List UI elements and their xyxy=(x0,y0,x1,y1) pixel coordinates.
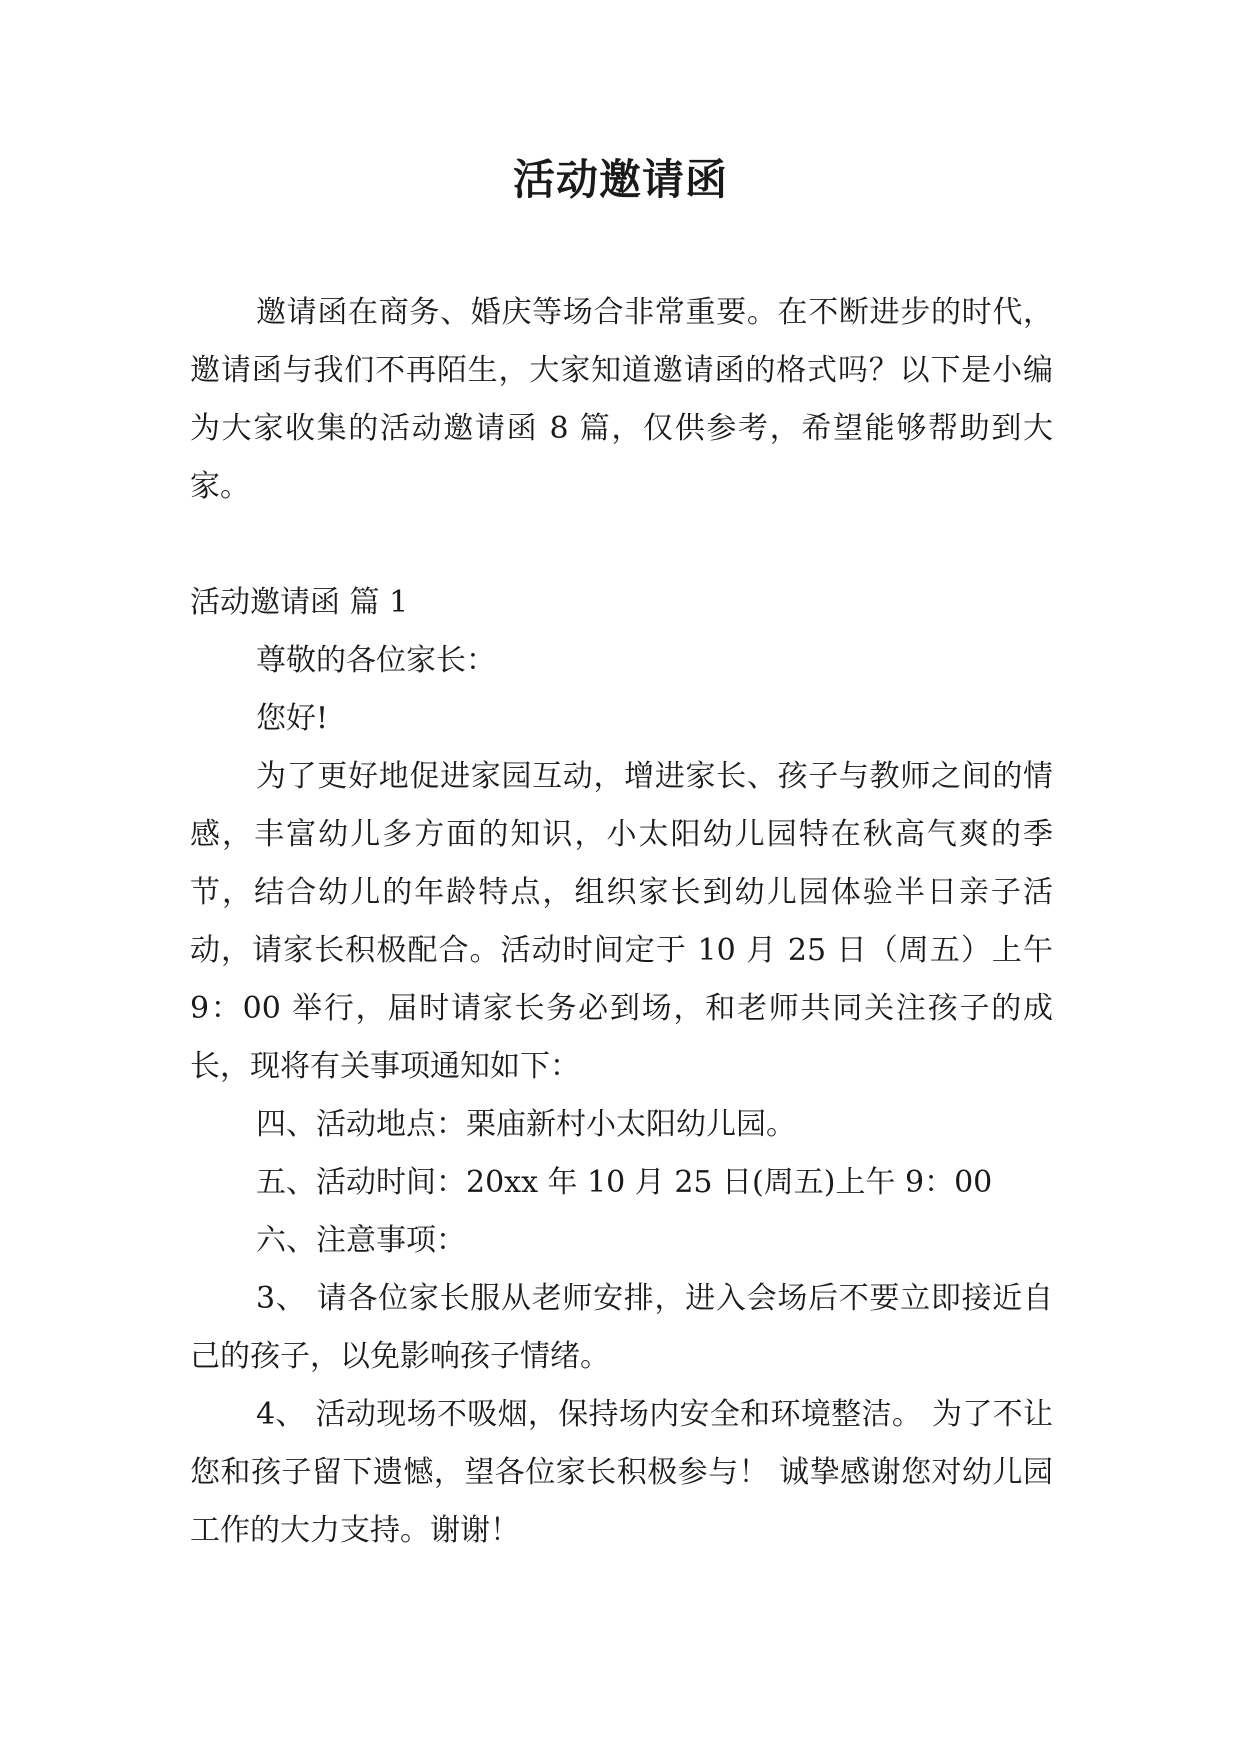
body-paragraph: 为了更好地促进家园互动，增进家长、孩子与教师之间的情感，丰富幼儿多方面的知识，小太阳幼儿园特在秋高气爽的季节，结合幼儿的年龄特点，组织家长到幼儿园体验半日亲子活动，请家长积极配合。活动时间定于 10 月 25 日（周五）上午 9：00 举行，届时请家长务必到场，和老师共同关注孩子的成长，现将有关事项通知如下： xyxy=(190,759,1053,1084)
document-body xyxy=(190,284,1053,1560)
paragraph-gap xyxy=(190,516,1053,574)
note-item: 4、 活动现场不吸烟，保持场内安全和环境整洁。 为了不让您和孩子留下遗憾，望各位家长积极参与！ 诚挚感谢您对幼儿园工作的大力支持。谢谢！ xyxy=(190,1397,1053,1548)
activity-location: 四、活动地点：栗庙新村小太阳幼儿园。 xyxy=(256,1107,796,1142)
note-item: 3、 请各位家长服从老师安排，进入会场后不要立即接近自己的孩子，以免影响孩子情绪。 xyxy=(190,1281,1053,1374)
intro-paragraph: 邀请函在商务、婚庆等场合非常重要。在不断进步的时代，邀请函与我们不再陌生，大家知道邀请函的格式吗？以下是小编为大家收集的活动邀请函 8 篇，仅供参考，希望能够帮助到大家。 xyxy=(190,295,1053,504)
notes-heading: 六、注意事项： xyxy=(256,1223,466,1258)
section-heading: 活动邀请函 篇 1 xyxy=(190,585,409,620)
greeting: 您好! xyxy=(256,701,329,736)
salutation: 尊敬的各位家长： xyxy=(256,643,496,678)
activity-time: 五、活动时间：20xx 年 10 月 25 日(周五)上午 9：00 xyxy=(256,1165,993,1200)
document-title: 活动邀请函 xyxy=(512,155,728,204)
